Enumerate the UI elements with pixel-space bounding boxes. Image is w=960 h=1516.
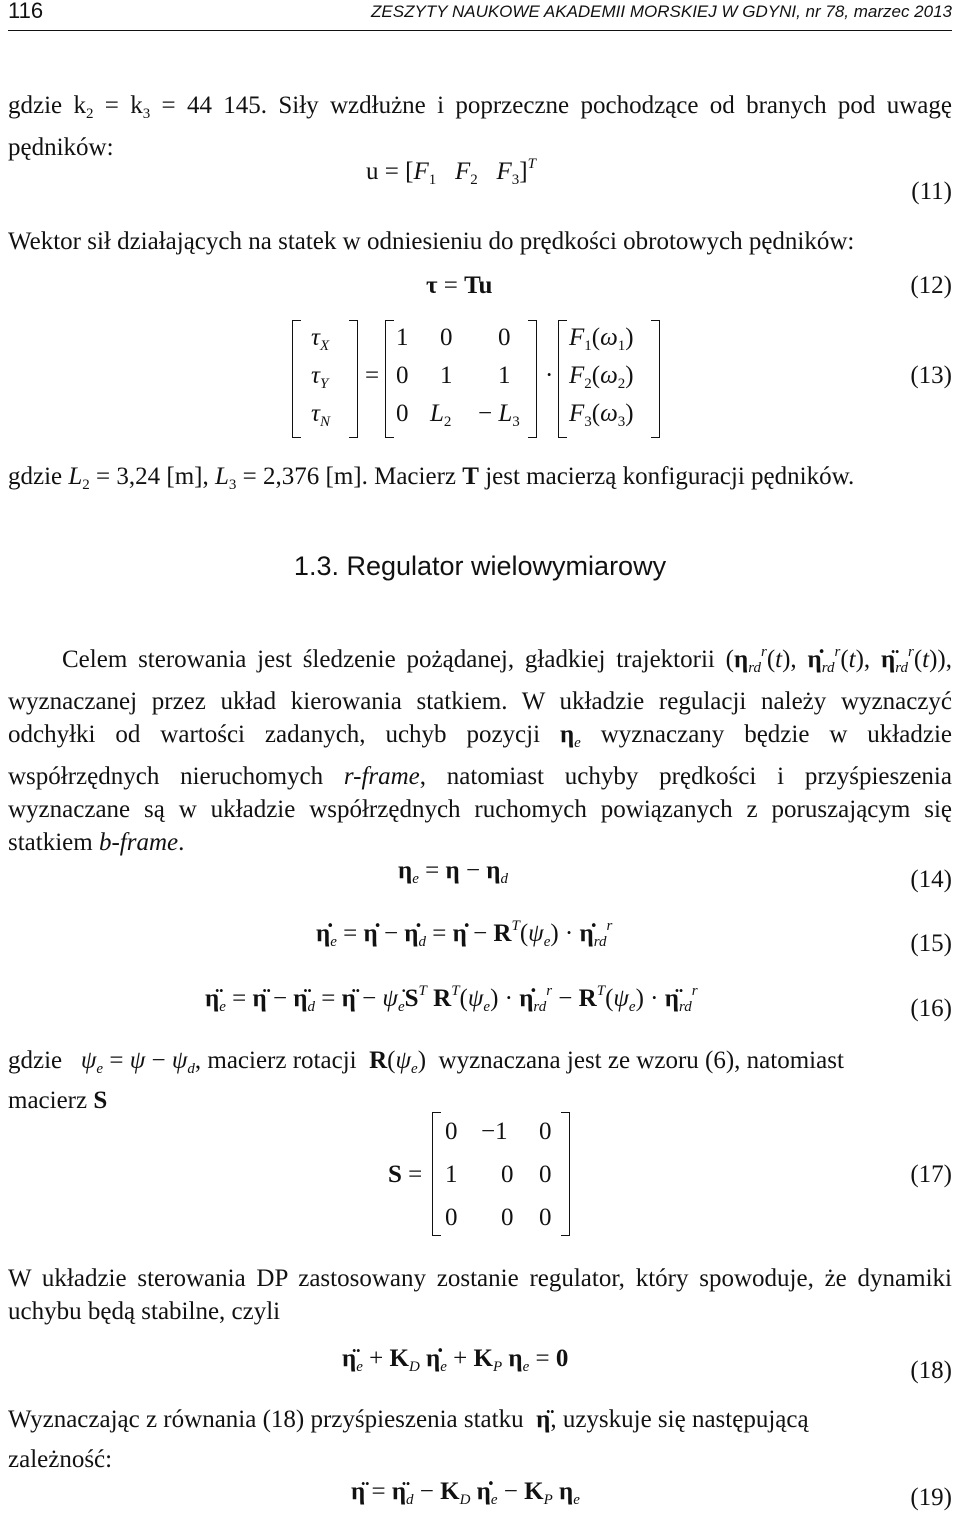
paragraph-controller: W układzie sterowania DP zastosowany zostanie regulator, który spowoduje, że dynamiki uchybu będą stabilne, czyli	[8, 1265, 952, 1325]
paragraph-solve: Wyznaczając z równania (18) przyśpieszenia statku η̈, uzyskuje się następującą	[8, 1406, 809, 1433]
equation-19: η̈ = $\etä_d - K_D$ $\etȧ_e - K_P$ $\eta_e$	[351, 1478, 580, 1508]
paragraph-regulator: Celem sterowania jest śledzenie pożądanej, gładkiej trajektorii ($\eta_{rd}^r(t)$, $\etȧ_{rd}^r(t)$, $\etä_{rd}^r(t)$), wyznaczanej przez układ kierowania statkiem. W układzie regulacji należy wyznaczyć odchyłki od wartości zadanych, uchyb pozycji $\eta_e$ wyznaczany będzie w układzie współrzędnych nieruchomych r-frame, natomiast uchyby prędkości i przyśpieszenia wyznaczane są w układzie współrzędnych ruchomych powiązanych z poruszającym się statkiem b-frame.	[8, 644, 952, 856]
equation-18: $\etä_e + K_D$ $\etȧ_e + K_P$ $\eta_e = 0$	[342, 1345, 569, 1375]
equation-12: τ = Tu	[426, 272, 493, 299]
equation-number: (13)	[910, 362, 952, 389]
equation-number: (12)	[910, 272, 952, 299]
matrix-F: $F_1(\omega_1)$ $F_2(\omega_2)$ $F_3(\omega_3)$	[558, 320, 660, 438]
paragraph-force-vector: Wektor sił działających na statek w odniesieniu do prędkości obrotowych pędników:	[8, 228, 855, 255]
equation-number: (14)	[910, 866, 952, 893]
equation-14: $\eta_e = \eta - \eta_d$	[398, 857, 508, 887]
equation-number: (19)	[910, 1484, 952, 1511]
equation-number: (18)	[910, 1357, 952, 1384]
equation-number: (17)	[910, 1161, 952, 1188]
equation-number: (15)	[910, 930, 952, 957]
page-number: 116	[8, 0, 44, 23]
matrix-S: 0 −1 0 1 0 0 0 0 0	[432, 1112, 570, 1236]
equation-11: $u = [F_1$ $F_2$ $F_3]^T$	[366, 156, 536, 188]
paragraph-dependence: zależność:	[8, 1446, 113, 1473]
paragraph-L-values: gdzie $L_2 = 3,24$ [m], $L_3 = 2,376$ [m]. Macierz T jest macierzą konfiguracji pędników.	[8, 463, 855, 493]
equation-17-lhs: S =	[388, 1161, 423, 1188]
equation-15: $\etȧ_e$ = η̇ − $\etȧ_d$ = η̇ − $R^T(\psi_e)$ · $\etȧ_{rd}^r$	[316, 918, 613, 950]
paragraph-k-values: gdzie $k_2 = k_3 = 44$ 145. Siły wzdłużne i poprzeczne pochodzące od branych pod uwagę pędników:	[8, 92, 952, 161]
equation-number: (16)	[910, 995, 952, 1022]
equation-number: (11)	[911, 178, 952, 205]
section-title: 1.3. Regulator wielowymiarowy	[293, 551, 667, 581]
running-header	[8, 0, 952, 31]
paragraph-matrix-S: macierz S	[8, 1087, 108, 1114]
dot-operator: ·	[545, 362, 554, 389]
equals-sign: =	[365, 362, 380, 389]
paragraph-rotation: gdzie $\psi_e = \psi - \psi_d$, macierz rotacji $R(\psi_e)$ wyznaczana jest ze wzoru (6), natomiast	[8, 1047, 844, 1077]
matrix-tau: $\tau_X$ $\tau_Y$ $\tau_N$	[292, 320, 358, 438]
journal-title: ZESZYTY NAUKOWE AKADEMII MORSKIEJ W GDYNI, nr 78, marzec 2013	[371, 2, 952, 21]
matrix-T: 1 0 0 0 1 1 0 $L_2$ − $L_3$	[385, 320, 537, 438]
equation-16: $\etä_e$ = η̈ − $\etä_d$ = η̈ − $\psi̇_eS^T$ $R^T(\psi_e)$ · $\etȧ_{rd}^r - R^T(\psi_e)$ · $\etä_{rd}^r$	[205, 983, 698, 1015]
